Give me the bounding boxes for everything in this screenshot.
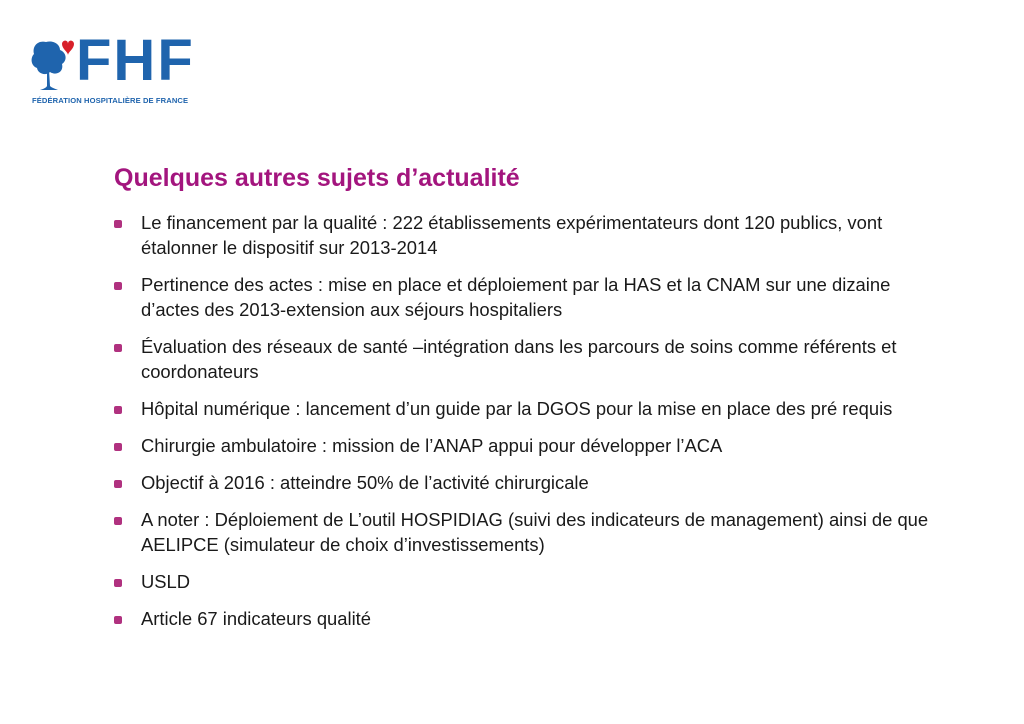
list-item-text: Hôpital numérique : lancement d’un guide par la DGOS pour la mise en place des pré requis: [141, 398, 893, 419]
logo-tagline: FÉDÉRATION HOSPITALIÈRE DE FRANCE: [32, 96, 189, 105]
list-item-text: Évaluation des réseaux de santé –intégration dans les parcours de soins comme référents et coordonateurs: [141, 336, 897, 382]
fhf-logo: [28, 30, 198, 110]
bullet-icon: [114, 616, 122, 624]
list-item-text: Article 67 indicateurs qualité: [141, 608, 372, 629]
logo-letters: FHF: [76, 28, 195, 93]
bullet-icon: [114, 517, 122, 525]
slide-title: Quelques autres sujets d’actualité: [114, 164, 520, 192]
tree-heart-icon: [28, 34, 74, 94]
list-item: [114, 272, 944, 322]
bullet-icon: [114, 344, 122, 352]
list-item-text: Objectif à 2016 : atteindre 50% de l’activité chirurgicale: [141, 472, 589, 493]
list-item-text: Pertinence des actes : mise en place et déploiement par la HAS et la CNAM sur une dizaine d’actes des 2013-extension aux séjours hospitaliers: [141, 274, 891, 320]
list-item-text: USLD: [141, 571, 191, 592]
list-item-text: Chirurgie ambulatoire : mission de l’ANAP appui pour développer l’ACA: [141, 435, 723, 456]
bullet-icon: [114, 406, 122, 414]
list-item: [114, 396, 944, 421]
bullet-icon: [114, 579, 122, 587]
list-item-text: Le financement par la qualité : 222 établissements expérimentateurs dont 120 publics, vont étalonner le dispositif sur 2013-2014: [141, 212, 883, 258]
bullet-icon: [114, 220, 122, 228]
list-item: [114, 606, 944, 631]
bullet-icon: [114, 443, 122, 451]
bullet-list: [114, 210, 944, 643]
list-item: [114, 210, 944, 260]
list-item-text: A noter : Déploiement de L’outil HOSPIDIAG (suivi des indicateurs de management) ainsi de que AELIPCE (simulateur de choix d’investissements): [141, 509, 929, 555]
list-item: [114, 470, 944, 495]
list-item: [114, 569, 944, 594]
list-item: [114, 507, 944, 557]
bullet-icon: [114, 480, 122, 488]
bullet-icon: [114, 282, 122, 290]
list-item: [114, 433, 944, 458]
list-item: [114, 334, 944, 384]
